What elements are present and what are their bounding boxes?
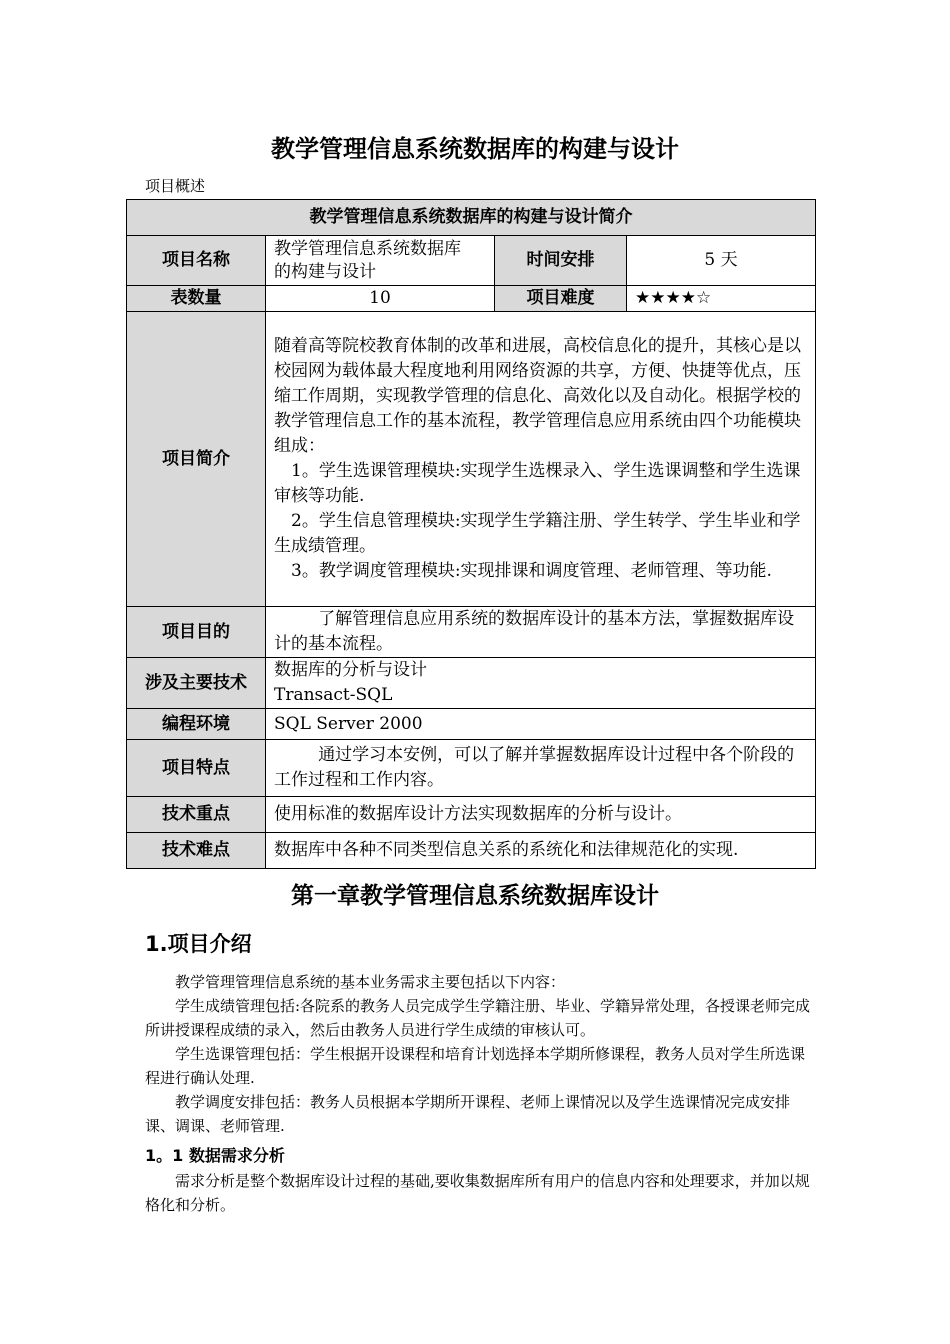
time-value: 5 天 xyxy=(627,236,816,286)
intro-label: 项目简介 xyxy=(127,312,266,607)
section-paragraph: 教学管理管理信息系统的基本业务需求主要包括以下内容： xyxy=(175,973,566,991)
intro-module-2: 2。学生信息管理模块:实现学生学籍注册、学生转学、学生毕业和学生成绩管理。 xyxy=(274,511,801,556)
table-caption: 教学管理信息系统数据库的构建与设计简介 xyxy=(127,200,816,236)
tech-content xyxy=(266,658,816,709)
table-count-value: 10 xyxy=(266,286,495,312)
intro-content xyxy=(266,312,816,607)
subsection-body xyxy=(145,1169,817,1217)
section-title: 1.项目介绍 xyxy=(145,932,252,956)
purpose-content xyxy=(266,607,816,658)
document-title: 教学管理信息系统数据库的构建与设计 xyxy=(271,135,679,163)
project-name-value xyxy=(266,236,495,286)
hard-value: 数据库中各种不同类型信息关系的系统化和法律规范化的实现. xyxy=(266,833,816,869)
overview-label: 项目概述 xyxy=(145,177,206,195)
hard-label: 技术难点 xyxy=(127,833,266,869)
project-name-label: 项目名称 xyxy=(127,236,266,286)
project-info-table xyxy=(126,199,816,869)
subsection-paragraph: 需求分析是整个数据库设计过程的基础,要收集数据库所有用户的信息内容和处理要求，并加以规格化和分析。 xyxy=(145,1172,810,1214)
tech-label: 涉及主要技术 xyxy=(127,658,266,709)
tech-line1: 数据库的分析与设计 xyxy=(274,660,427,680)
features-label: 项目特点 xyxy=(127,740,266,797)
key-label: 技术重点 xyxy=(127,797,266,833)
key-value: 使用标准的数据库设计方法实现数据库的分析与设计。 xyxy=(266,797,816,833)
intro-module-1: 1。学生选课管理模块:实现学生选棵录入、学生选课调整和学生选课审核等功能. xyxy=(274,461,801,506)
subsection-title: 1。1 数据需求分析 xyxy=(145,1146,285,1165)
project-name-line2: 的构建与设计 xyxy=(274,261,376,282)
project-name-line1: 教学管理信息系统数据库 xyxy=(274,238,461,259)
tech-line2: Transact-SQL xyxy=(274,685,393,705)
intro-paragraph: 随着高等院校教育体制的改革和进展，高校信息化的提升，其核心是以校园网为载体最大程度地利用网络资源的共享，方便、快捷等优点，压缩工作周期，实现教学管理的信息化、高效化以及自动化。根据学校的教学管理信息工作的基本流程，教学管理信息应用系统由四个功能模块组成： xyxy=(274,336,801,456)
section-paragraph: 教学调度安排包括：教务人员根据本学期所开课程、老师上课情况以及学生选课情况完成安排课、调课、老师管理. xyxy=(145,1093,791,1135)
features-content xyxy=(266,740,816,797)
env-value: SQL Server 2000 xyxy=(266,709,816,740)
table-count-label: 表数量 xyxy=(127,286,266,312)
section-paragraph: 学生成绩管理包括:各院系的教务人员完成学生学籍注册、毕业、学籍异常处理，各授课老师完成所讲授课程成绩的录入，然后由教务人员进行学生成绩的审核认可。 xyxy=(145,997,811,1039)
difficulty-label: 项目难度 xyxy=(495,286,627,312)
env-label: 编程环境 xyxy=(127,709,266,740)
time-label: 时间安排 xyxy=(495,236,627,286)
difficulty-stars: ★★★★☆ xyxy=(627,286,816,312)
section-body xyxy=(145,970,815,1138)
purpose-label: 项目目的 xyxy=(127,607,266,658)
section-paragraph: 学生选课管理包括：学生根据开设课程和培育计划选择本学期所修课程，教务人员对学生所选课程进行确认处理. xyxy=(145,1045,806,1087)
chapter-title: 第一章教学管理信息系统数据库设计 xyxy=(291,883,659,909)
intro-module-3: 3。教学调度管理模块:实现排课和调度管理、老师管理、等功能. xyxy=(291,561,772,581)
features-value: 通过学习本安例，可以了解并掌握数据库设计过程中各个阶段的工作过程和工作内容。 xyxy=(274,745,795,790)
purpose-value: 了解管理信息应用系统的数据库设计的基本方法，掌握数据库设计的基本流程。 xyxy=(274,609,795,654)
